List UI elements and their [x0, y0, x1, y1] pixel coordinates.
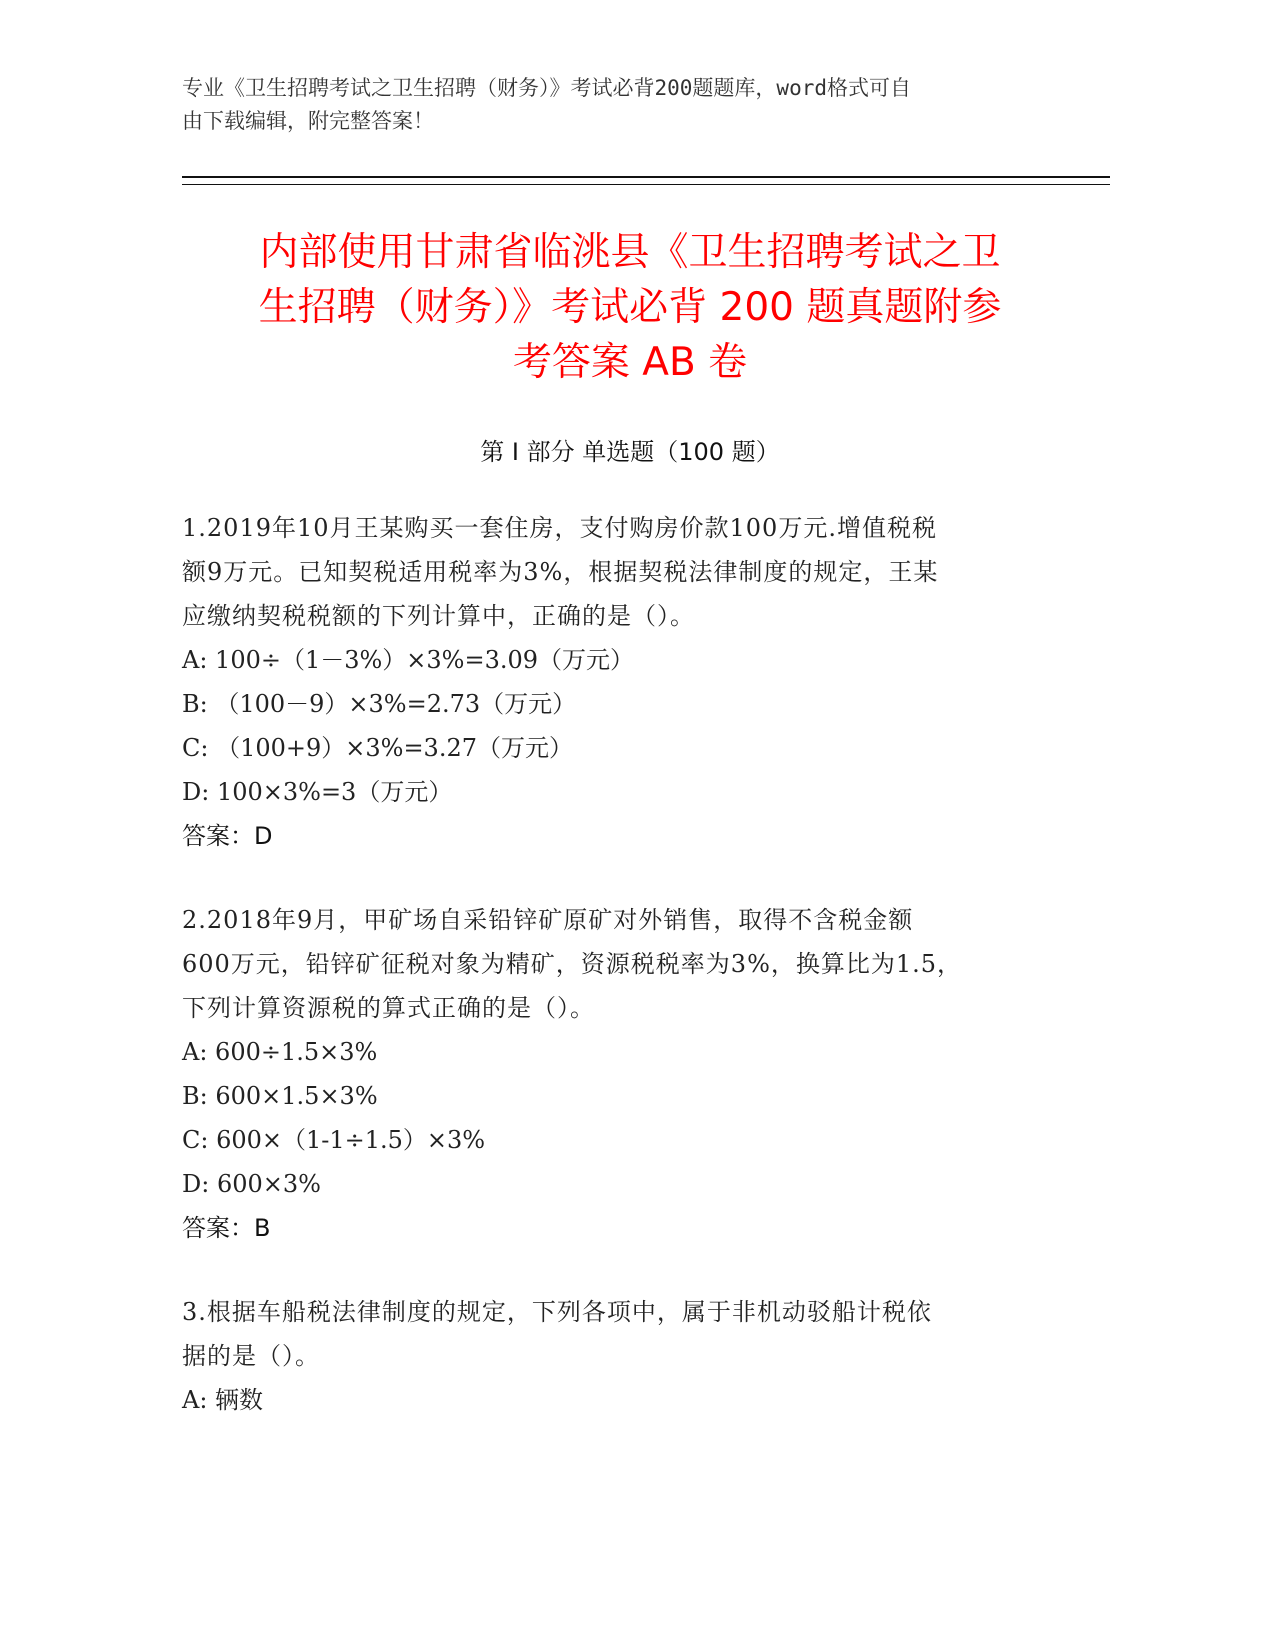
option-a: A: 100÷（1－3%）×3%=3.09（万元） [182, 646, 635, 674]
option-d: D: 100×3%=3（万元） [182, 778, 453, 806]
header-divider-thin [182, 184, 1110, 185]
stem-line: 1.2019年10月王某购买一套住房，支付购房价款100万元.增值税税 [182, 514, 937, 542]
question-item [182, 506, 1072, 858]
question-stem [182, 1290, 1072, 1378]
title-line: 生招聘（财务）》考试必背 200 题真题附参 [258, 285, 1002, 330]
title-line: 内部使用甘肃省临洮县《卫生招聘考试之卫 [259, 230, 1001, 275]
stem-line: 据的是（）。 [182, 1342, 320, 1370]
option-c: C: 600×（1-1÷1.5）×3% [182, 1126, 486, 1154]
stem-line: 600万元，铅锌矿征税对象为精矿，资源税税率为3%，换算比为1.5， [182, 950, 963, 978]
question-stem [182, 898, 1072, 1030]
stem-line: 3.根据车船税法律制度的规定，下列各项中，属于非机动驳船计税依 [182, 1298, 932, 1326]
stem-line: 2.2018年9月，甲矿场自采铅锌矿原矿对外销售，取得不含税金额 [182, 906, 914, 934]
option-b: B: （100－9）×3%=2.73（万元） [182, 690, 577, 718]
question-stem [182, 506, 1072, 638]
title-line: 考答案 AB 卷 [512, 340, 748, 385]
option-d: D: 600×3% [182, 1170, 321, 1198]
answer-label: 答案：D [182, 822, 273, 850]
intro-line: 由下载编辑，附完整答案！ [182, 109, 434, 133]
option-c: C: （100+9）×3%=3.27（万元） [182, 734, 573, 762]
intro-line: 专业《卫生招聘考试之卫生招聘（财务）》考试必背200题题库，word格式可自 [182, 76, 911, 100]
answer-label: 答案：B [182, 1214, 271, 1242]
header-divider-thick [182, 176, 1110, 178]
section-heading: 第 I 部分 单选题（100 题） [480, 438, 780, 466]
stem-line: 下列计算资源税的算式正确的是（）。 [182, 994, 595, 1022]
question-item [182, 898, 1072, 1250]
question-item [182, 1290, 1072, 1422]
intro-text [182, 72, 1052, 138]
stem-line: 应缴纳契税税额的下列计算中，正确的是（）。 [182, 602, 695, 630]
option-a: A: 600÷1.5×3% [182, 1038, 378, 1066]
stem-line: 额9万元。已知契税适用税率为3%，根据契税法律制度的规定，王某 [182, 558, 939, 586]
option-a: A: 辆数 [182, 1386, 264, 1414]
document-title [180, 225, 1080, 390]
option-b: B: 600×1.5×3% [182, 1082, 378, 1110]
